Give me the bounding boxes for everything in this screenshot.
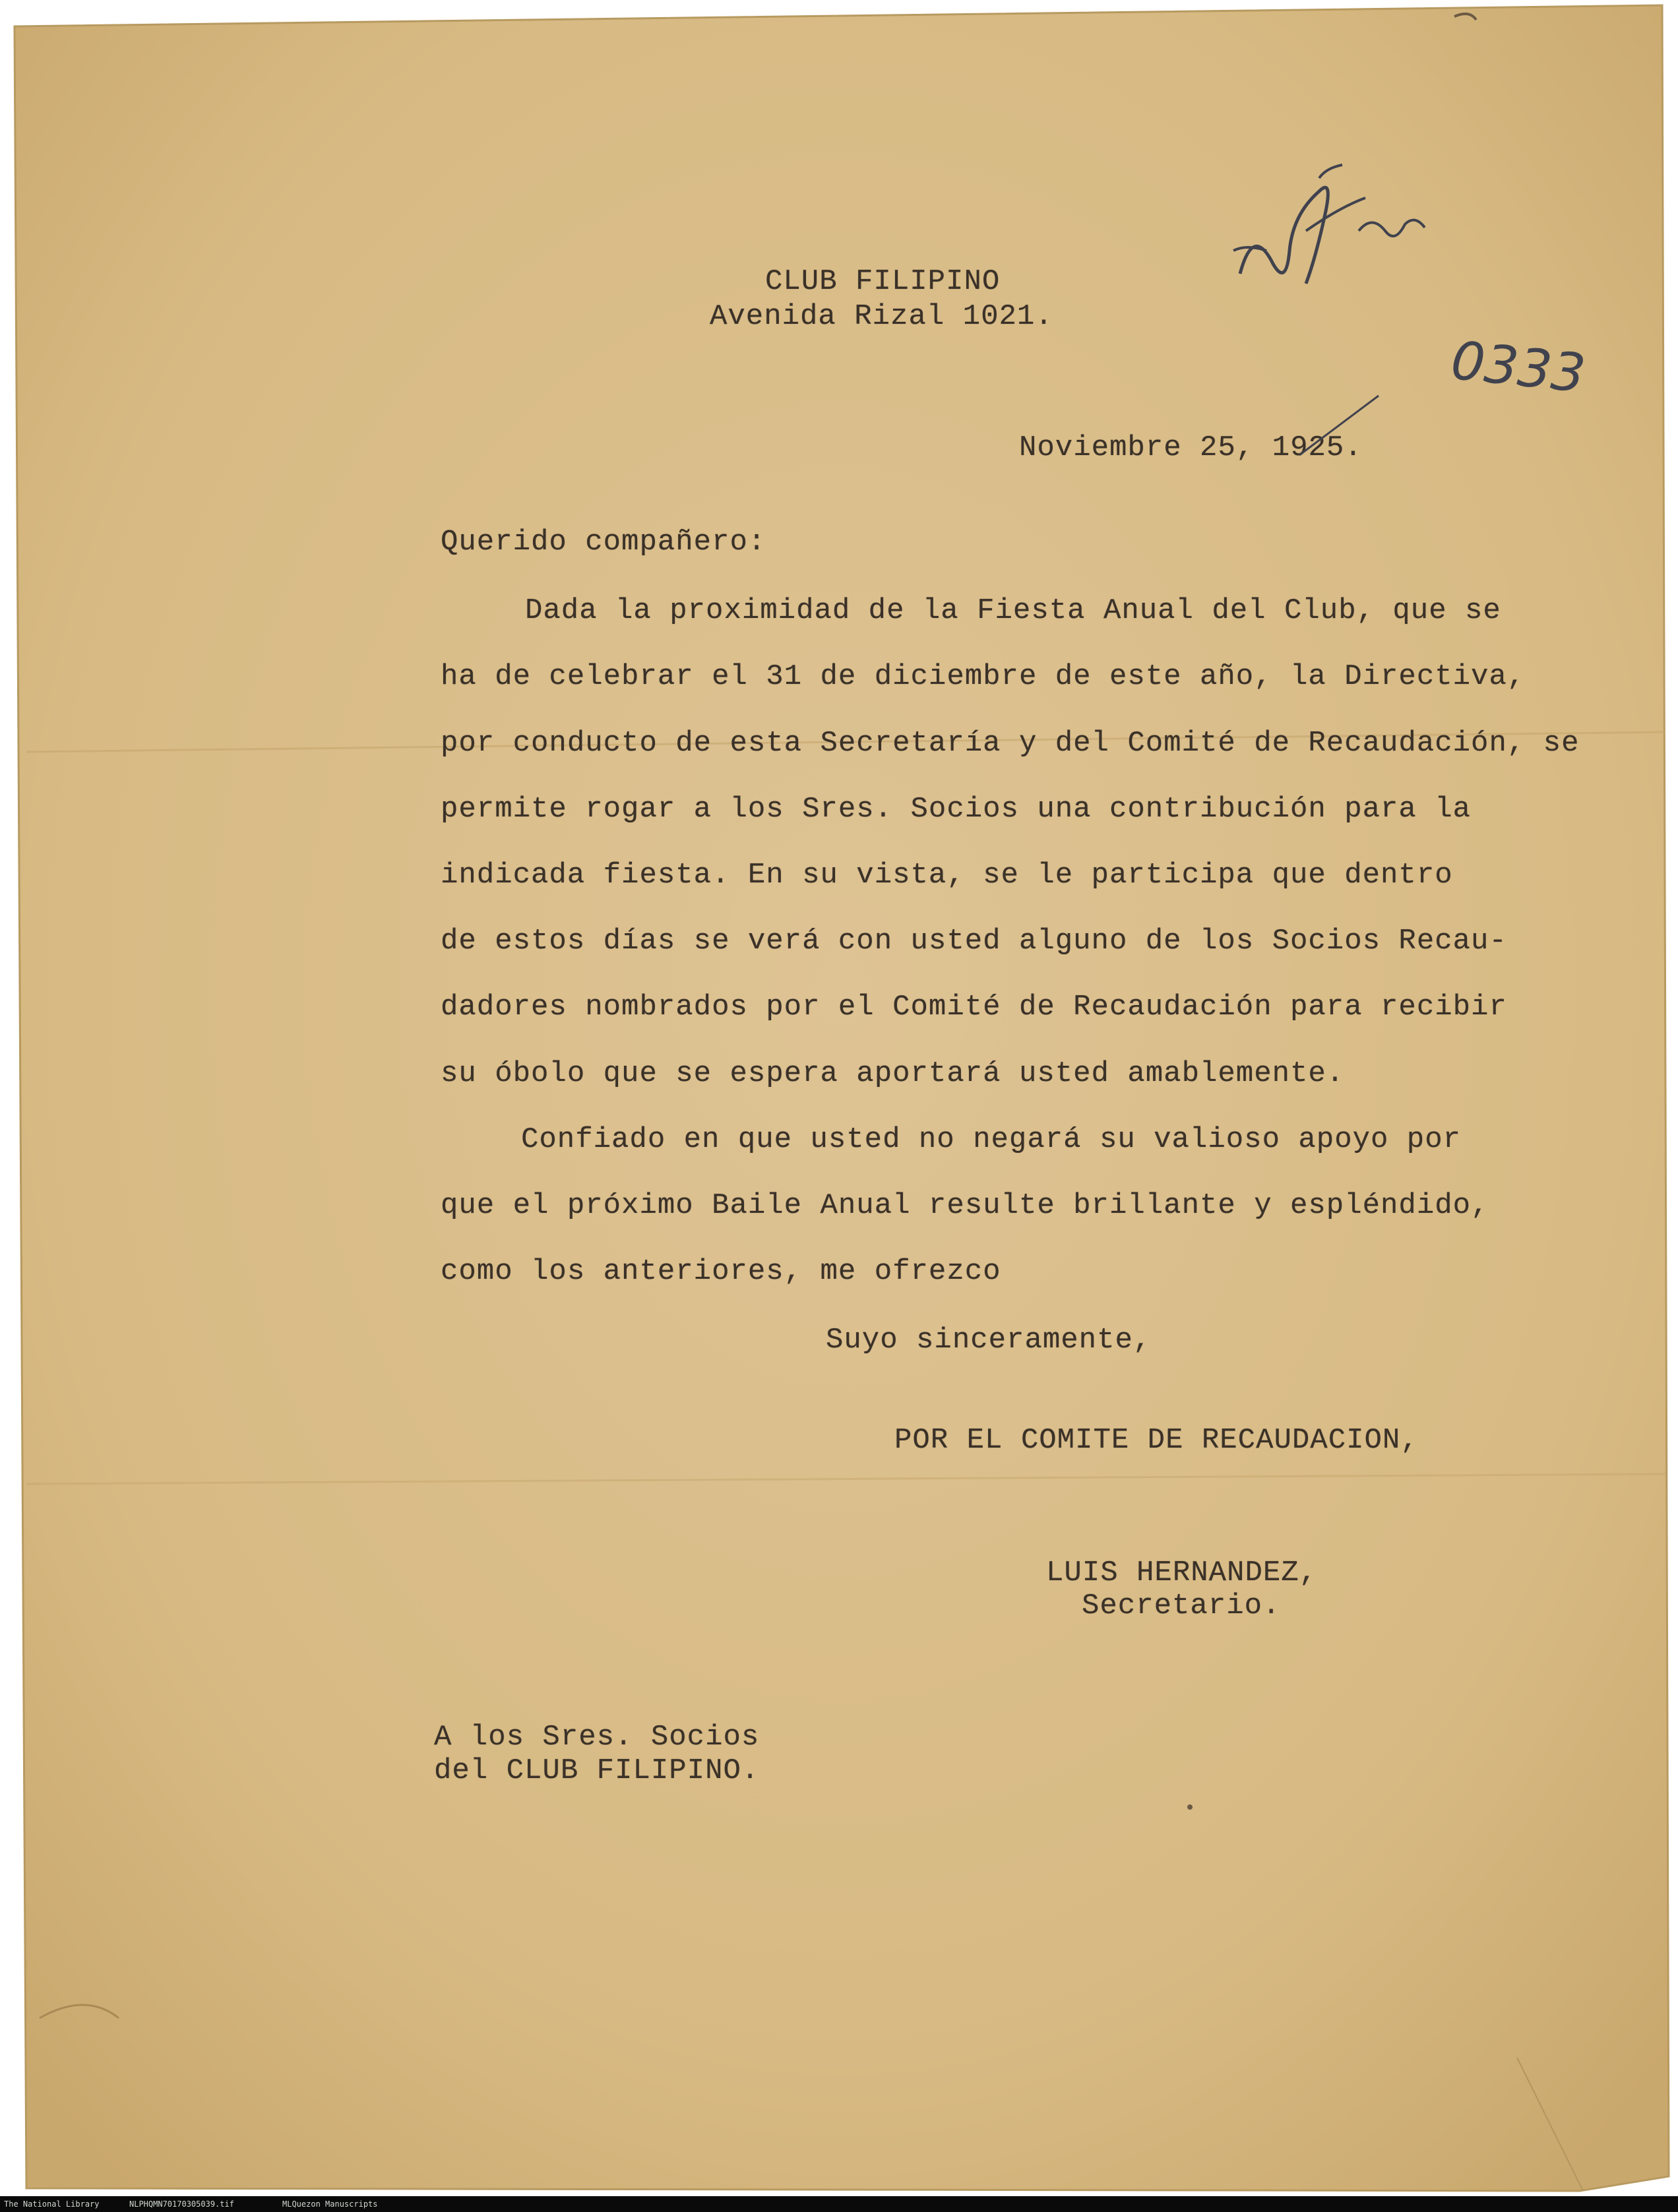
footer-file: NLPHQMN70170305039.tif: [129, 2199, 234, 2209]
body-line: permite rogar a los Sres. Socios una contribución para la: [441, 793, 1472, 826]
signer-title: Secretario.: [1082, 1589, 1281, 1622]
closing: Suyo sinceramente,: [826, 1324, 1152, 1357]
letterhead-org: CLUB FILIPINO: [765, 265, 1001, 298]
recipient-line-1: A los Sres. Socios: [434, 1721, 760, 1754]
body-line: indicada fiesta. En su vista, se le participa que dentro: [441, 859, 1453, 892]
letterhead-address: Avenida Rizal 1021.: [710, 300, 1053, 333]
recipient-line-2: del CLUB FILIPINO.: [434, 1754, 760, 1787]
body-line: dadores nombrados por el Comité de Recaudación para recibir: [441, 991, 1507, 1024]
letter-date: Noviembre 25, 1925.: [1019, 431, 1363, 464]
body-line: que el próximo Baile Anual resulte brillante y espléndido,: [441, 1189, 1489, 1222]
body-line: Dada la proximidad de la Fiesta Anual del Club, que se: [525, 594, 1501, 627]
page-number-annotation: 0333: [1448, 329, 1588, 405]
handwritten-initials: [1227, 152, 1438, 297]
salutation: Querido compañero:: [441, 526, 766, 559]
footer-library: The National Library: [4, 2199, 100, 2209]
committee-line: POR EL COMITE DE RECAUDACION,: [894, 1424, 1419, 1457]
footer-collection: MLQuezon Manuscripts: [282, 2199, 378, 2209]
body-line: como los anteriores, me ofrezco: [441, 1255, 1001, 1288]
pencil-stroke: [1286, 389, 1392, 462]
body-line: Confiado en que usted no negará su valioso apoyo por: [521, 1123, 1462, 1156]
body-line: de estos días se verá con usted alguno de los Socios Recau-: [441, 925, 1507, 958]
signer-name: LUIS HERNANDEZ,: [1046, 1556, 1318, 1589]
body-line: por conducto de esta Secretaría y del Comité de Recaudación, se: [441, 727, 1580, 760]
body-line: ha de celebrar el 31 de diciembre de este año, la Directiva,: [441, 660, 1526, 693]
body-line: su óbolo que se espera aportará usted amablemente.: [441, 1057, 1345, 1090]
archive-footer: [0, 2196, 1678, 2212]
